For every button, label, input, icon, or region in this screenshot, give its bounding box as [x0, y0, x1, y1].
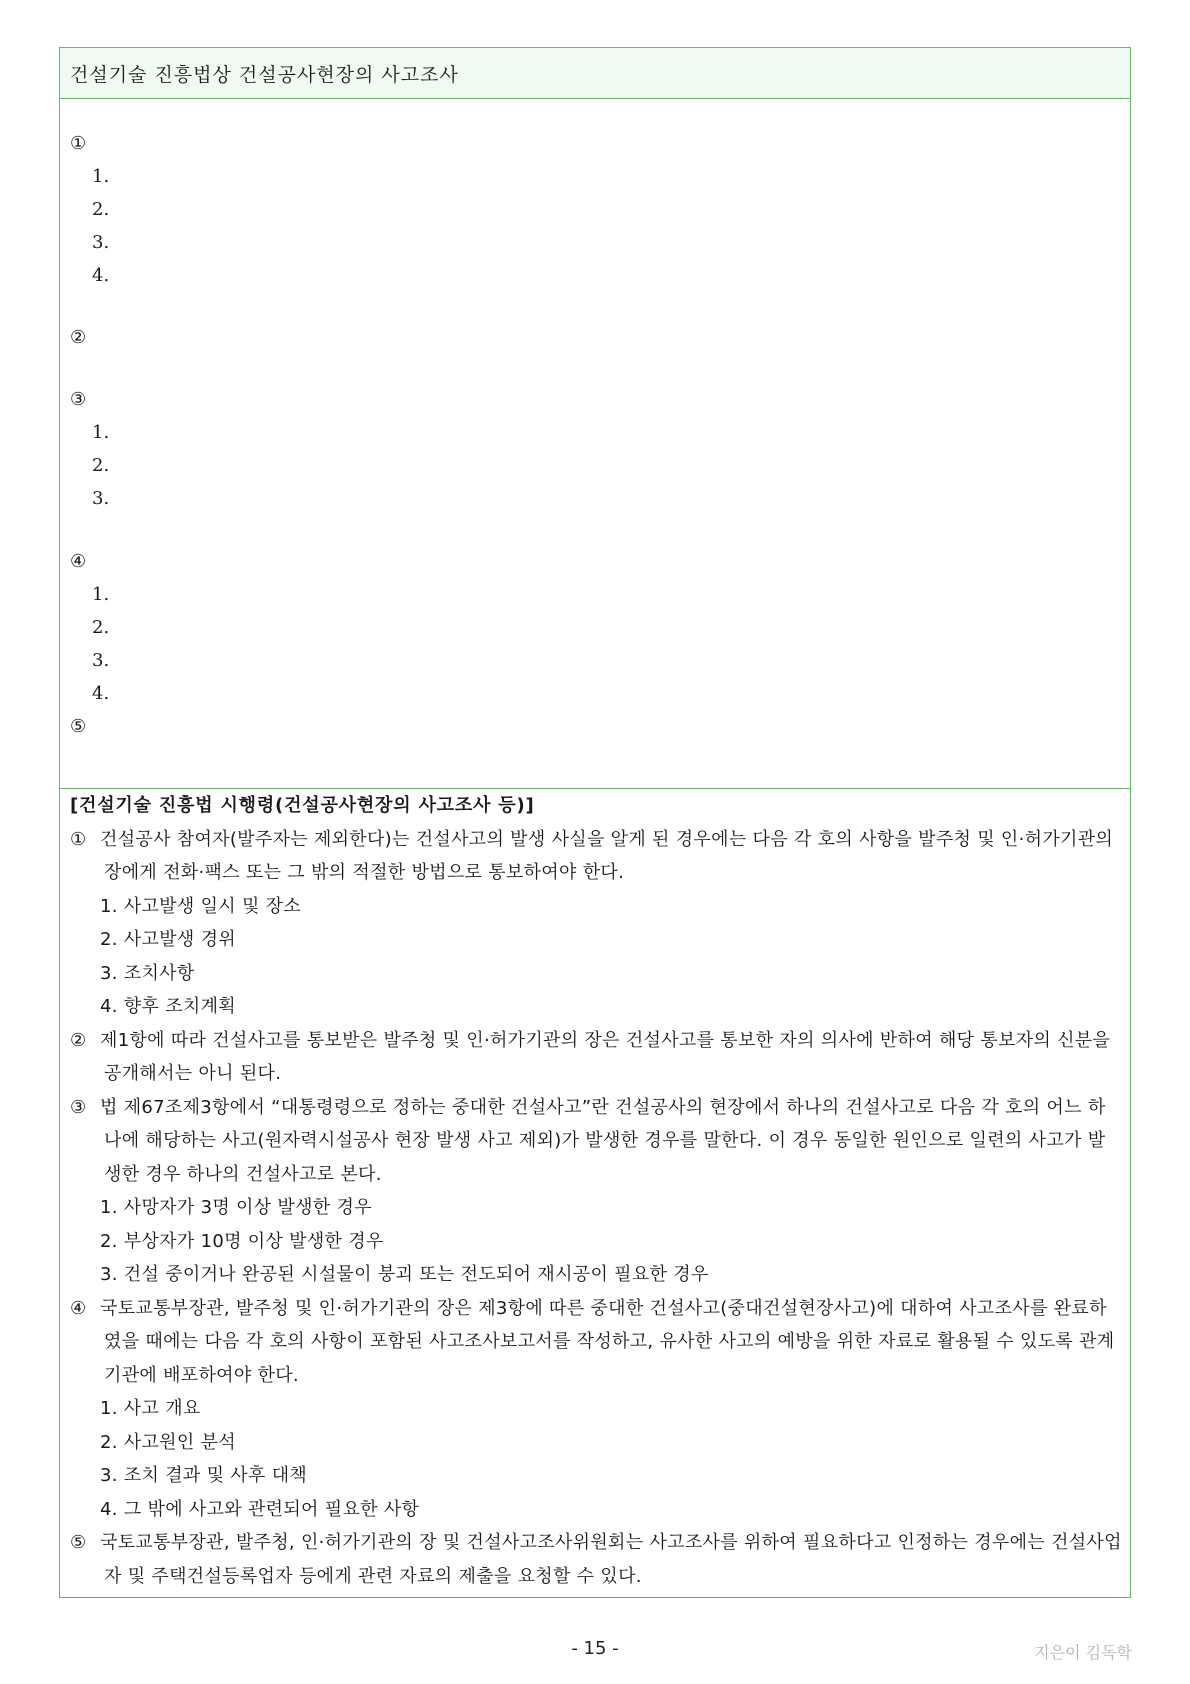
paragraph-mark: ① — [70, 828, 87, 850]
outline-subitem-marker: 3. — [92, 650, 110, 671]
paragraph-mark: ⑤ — [70, 1532, 87, 1553]
law-paragraph — [70, 1526, 1122, 1593]
outline-paragraph-marker: ④ — [70, 551, 87, 572]
law-paragraph — [70, 1091, 1122, 1192]
law-list-item: 2. 부상자가 10명 이상 발생한 경우 — [100, 1230, 384, 1252]
outline-paragraph-marker: ① — [70, 133, 87, 154]
law-list-item: 2. 사고발생 경위 — [100, 929, 236, 950]
law-text-section — [60, 789, 1130, 1597]
blank-outline-area — [60, 99, 1130, 789]
law-list-item: 3. 조치 결과 및 사후 대책 — [100, 1465, 308, 1486]
law-paragraph — [70, 1292, 1122, 1393]
law-title: [건설기술 진흥법 시행령(건설공사현장의 사고조사 등)] — [70, 795, 535, 816]
law-list-item: 4. 향후 조치계획 — [100, 996, 236, 1017]
law-list-item: 3. 건설 중이거나 완공된 시설물이 붕괴 또는 전도되어 재시공이 필요한 경우 — [100, 1264, 709, 1285]
outline-paragraph-marker: ③ — [70, 389, 87, 410]
outline-subitem-marker: 1. — [92, 584, 110, 605]
outline-subitem-marker: 1. — [92, 166, 110, 187]
law-list-item: 1. 사고발생 일시 및 장소 — [100, 895, 302, 917]
section-header — [60, 48, 1130, 99]
outline-subitem-marker: 2. — [92, 199, 110, 220]
law-list-item: 2. 사고원인 분석 — [100, 1431, 236, 1453]
paragraph-text: 제1항에 따라 건설사고를 통보받은 발주청 및 인·허가기관의 장은 건설사고를 통보한 자의 의사에 반하여 해당 통보자의 신분을 공개해서는 아니 된다. — [100, 1029, 1111, 1084]
outline-subitem-marker: 3. — [92, 232, 110, 253]
outline-subitem-marker: 4. — [92, 683, 110, 704]
law-list-item: 1. 사고 개요 — [100, 1398, 201, 1419]
law-list-item: 3. 조치사항 — [100, 962, 195, 984]
paragraph-text: 국토교통부장관, 발주청 및 인·허가기관의 장은 제3항에 따른 중대한 건설사고(중대건설현장사고)에 대하여 사고조사를 완료하였을 때에는 다음 각 호의 사항이 포함된 사고조사보고서를 작성하고, 유사한 사고의 예방을 위한 자료로 활용될 수 있도록 관계기관에 배포하여야 한다. — [100, 1297, 1115, 1386]
section-title: 건설기술 진흥법상 건설공사현장의 사고조사 — [70, 63, 459, 86]
paragraph-mark: ② — [70, 1029, 87, 1051]
outline-subitem-marker: 2. — [92, 455, 110, 476]
paragraph-text: 법 제67조제3항에서 “대통령령으로 정하는 중대한 건설사고”란 건설공사의 현장에서 하나의 건설사고로 다음 각 호의 어느 하나에 해당하는 사고(원자력시설공사 현장 발생 사고 제외)가 발생한 경우를 말한다. 이 경우 동일한 원인으로 일련의 사고가 발생한 경우 하나의 건설사고로 본다. — [100, 1096, 1106, 1185]
law-list-item: 4. 그 밖에 사고와 관련되어 필요한 사항 — [100, 1498, 420, 1520]
outline-paragraph-marker: ⑤ — [70, 716, 87, 737]
outline-paragraph-marker: ② — [70, 327, 87, 348]
content-table — [59, 47, 1131, 1598]
author-credit: 지은이 김독학 — [1034, 1643, 1132, 1662]
law-list-item: 1. 사망자가 3명 이상 발생한 경우 — [100, 1197, 372, 1218]
law-paragraph — [70, 1024, 1122, 1091]
outline-subitem-marker: 3. — [92, 488, 110, 509]
outline-subitem-marker: 1. — [92, 422, 110, 443]
page-number: - 15 - — [571, 1638, 619, 1659]
outline-subitem-marker: 4. — [92, 265, 110, 286]
outline-subitem-marker: 2. — [92, 617, 110, 638]
paragraph-mark: ③ — [70, 1096, 87, 1118]
paragraph-text: 국토교통부장관, 발주청, 인·허가기관의 장 및 건설사고조사위원회는 사고조사를 위하여 필요하다고 인정하는 경우에는 건설사업자 및 주택건설등록업자 등에게 관련 자료의 제출을 요청할 수 있다. — [100, 1532, 1122, 1587]
paragraph-text: 건설공사 참여자(발주자는 제외한다)는 건설사고의 발생 사실을 알게 된 경우에는 다음 각 호의 사항을 발주청 및 인·허가기관의 장에게 전화·팩스 또는 그 밖의 적절한 방법으로 통보하여야 한다. — [100, 828, 1114, 883]
law-paragraphs — [70, 823, 1122, 1594]
paragraph-mark: ④ — [70, 1297, 87, 1319]
law-paragraph — [70, 823, 1122, 890]
